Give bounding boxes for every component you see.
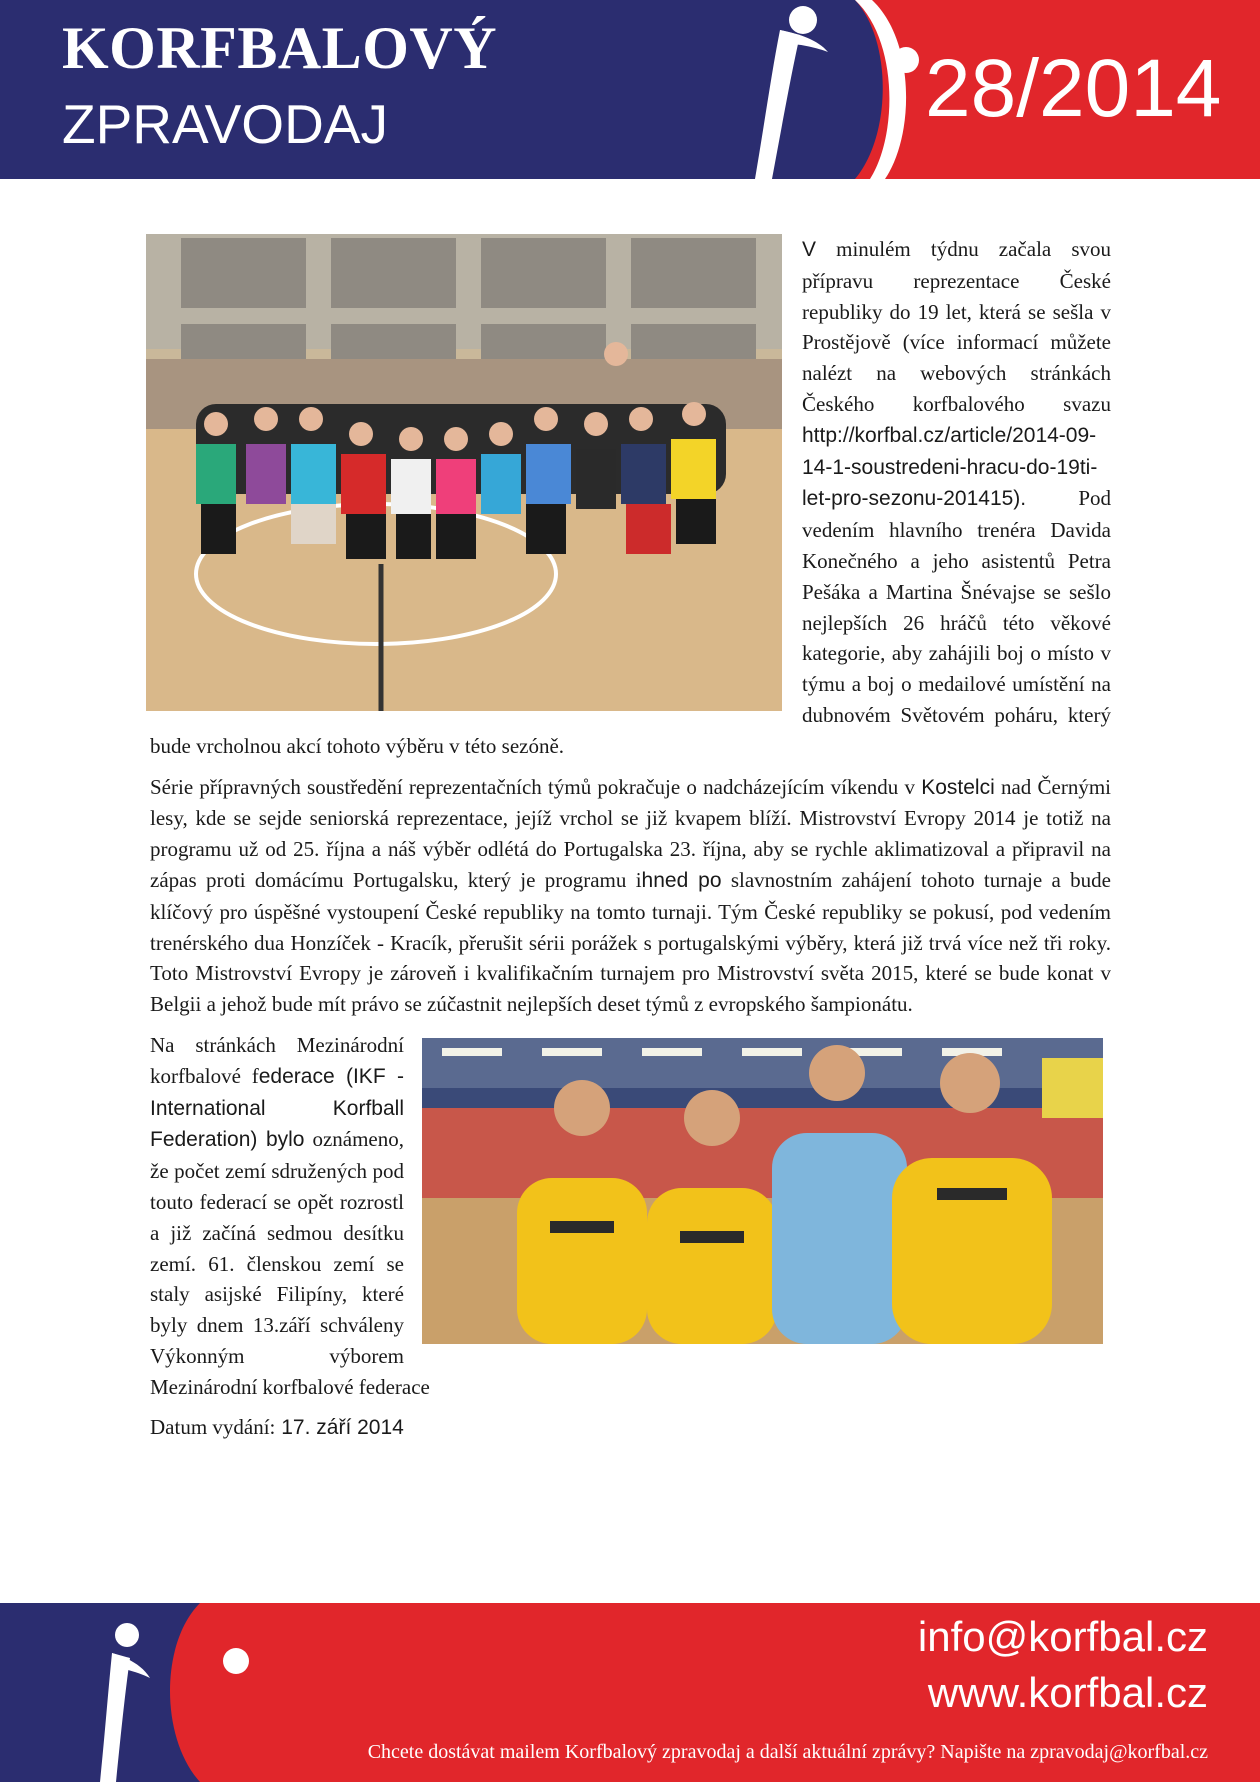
svaz-article-link[interactable]: http://korfbal.cz/article/2014-09-14-1-soustredeni-hracu-do-19ti-let-pro-sezonu-201415). (802, 423, 1098, 511)
newsletter-title-line2: ZPRAVODAJ (62, 93, 388, 155)
subscribe-note: Chcete dostávat mailem Korfbalový zpravodaj a další aktuální zprávy? Napište na zpravodaj@korfbal.cz (367, 1741, 1208, 1763)
issue-number: 28/2014 (925, 43, 1222, 134)
issue-date-label: Datum vydání: (150, 1415, 276, 1440)
header-ball-icon (893, 47, 919, 73)
header-banner (0, 0, 1260, 179)
article-paragraph-3: Na stránkách Mezinárodní korfbalové federace (IKF - International Korfball Federation) bylo oznámeno, že počet zemí sdružených pod touto federací se opět rozrostl a již začíná sedmou desítku zemí. 61. členskou zemí se staly asijské Filipíny, které byly dnem 13.září schváleny Výkonným výborem Mezinárodní korfbalové federace (150, 1032, 430, 1399)
article-body (150, 234, 1111, 1454)
footer-navy-field (0, 1603, 200, 1782)
website-link[interactable]: www.korfbal.cz (927, 1669, 1208, 1716)
header-figure-head (789, 6, 817, 34)
article-paragraph-2: Série přípravných soustředění reprezentačních týmů pokračuje o nadcházejícím víkendu v Kostelci nad Černými lesy, kde se sejde seniorská reprezentace, jejíž vrchol se již kvapem blíží. Mistrovství Evropy 2014 je totiž na programu už od 25. října a náš výběr odlétá do Portugalska 23. října, aby se rychle aklimatizoval a připravil na zápas proti domácímu Portugalsku, který je programu ihned po slavnostním zahájení tohoto turnaje a bude klíčový pro úspěšné vystoupení České republiky na tomto turnaji. Tým České republiky se pokusí, pod vedením trenérského dua Honzíček - Kracík, přerušit sérii porážek s portugalskými výběry, která již trvá více než tři roky. Toto Mistrovství Evropy je zároveň i kvalifikačním turnajem pro Mistrovství světa 2015, které se bude konat v Belgii a jehož bude mít právo se zúčastnit nejlepších deset týmů z evropského šampionátu. (150, 774, 1111, 1017)
issue-date (150, 1412, 1111, 1444)
article-paragraph-1: V minulém týdnu začala svou přípravu reprezentace České republiky do 19 let, která se sešla v Prostějově (více informací můžete nalézt na webových stránkách Českého korfbalového svazu http://korfbal.cz/article/2014-09-14-1-soustredeni-hracu-do-19ti-let-pro-sezonu-201415). Pod vedením hlavního trenéra Davida Konečného a jeho asistentů Petra Pešáka a Martina Šnévajse se sešlo nejlepších 26 hráčů této věkové kategorie, aby zahájili boj o místo v týmu a boj o medailové umístění na dubnovém Světovém poháru, který bude vrcholnou akcí tohoto výběru v této sezóně. (150, 237, 1111, 758)
team-photo-u19 (146, 234, 782, 711)
footer-ball-icon (223, 1648, 249, 1674)
issue-date-value: 17. září 2014 (275, 1416, 404, 1440)
newsletter-title-line1: KORFBALOVÝ (62, 15, 498, 81)
footer-figure-head (115, 1623, 139, 1647)
footer-banner (0, 1603, 1260, 1782)
contact-email[interactable]: info@korfbal.cz (917, 1613, 1208, 1660)
ikf-philippines-photo (422, 1038, 1103, 1344)
